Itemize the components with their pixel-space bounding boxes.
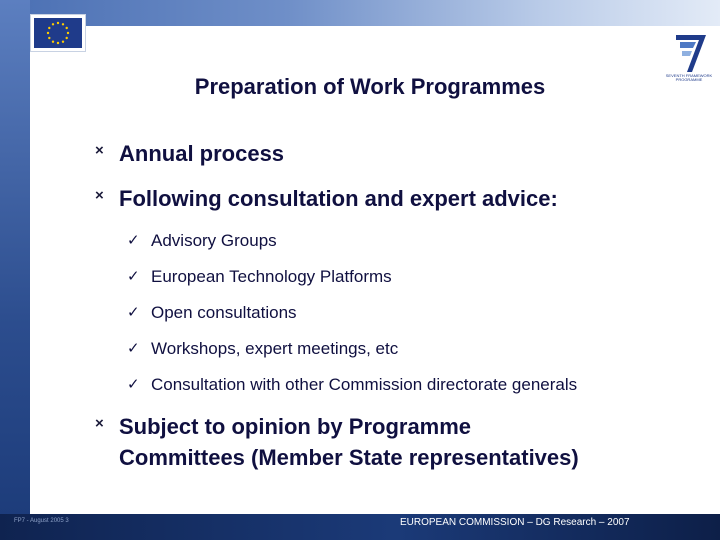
cross-bullet-icon: × [95, 415, 104, 432]
left-border [0, 0, 30, 540]
sub-item-text: European Technology Platforms [151, 267, 392, 286]
footer-organization: EUROPEAN COMMISSION – DG Research – 2007 [400, 517, 630, 528]
bullet-text-line-1: Subject to opinion by Programme [119, 414, 472, 439]
bullet-text: Annual process [119, 141, 285, 166]
cross-bullet-icon: × [95, 187, 104, 204]
bullet-text: Following consultation and expert advice: [119, 186, 558, 211]
eu-stars [34, 18, 82, 48]
fp7-logo-icon [662, 32, 716, 82]
sub-item-text: Consultation with other Commission directorate generals [151, 375, 578, 394]
bullet-text-line-2: Committees (Member State representatives) [119, 445, 579, 470]
checkmark-icon: ✓ [127, 232, 140, 249]
fp7-seven-mark [662, 32, 716, 74]
checkmark-icon: ✓ [127, 304, 140, 321]
sub-item-text: Advisory Groups [151, 231, 277, 250]
checkmark-icon: ✓ [127, 340, 140, 357]
page-title: Preparation of Work Programmes [194, 74, 546, 99]
checkmark-icon: ✓ [127, 376, 140, 393]
sub-item-text: Workshops, expert meetings, etc [151, 339, 399, 358]
sub-item-text: Open consultations [151, 303, 297, 322]
checkmark-icon: ✓ [127, 268, 140, 285]
top-banner [0, 0, 720, 26]
footer-slide-reference: FP7 - August 2005 3 [14, 518, 69, 524]
eu-flag-icon [30, 14, 86, 52]
fp7-caption: SEVENTH FRAMEWORK PROGRAMME [665, 74, 713, 82]
cross-bullet-icon: × [95, 142, 104, 159]
